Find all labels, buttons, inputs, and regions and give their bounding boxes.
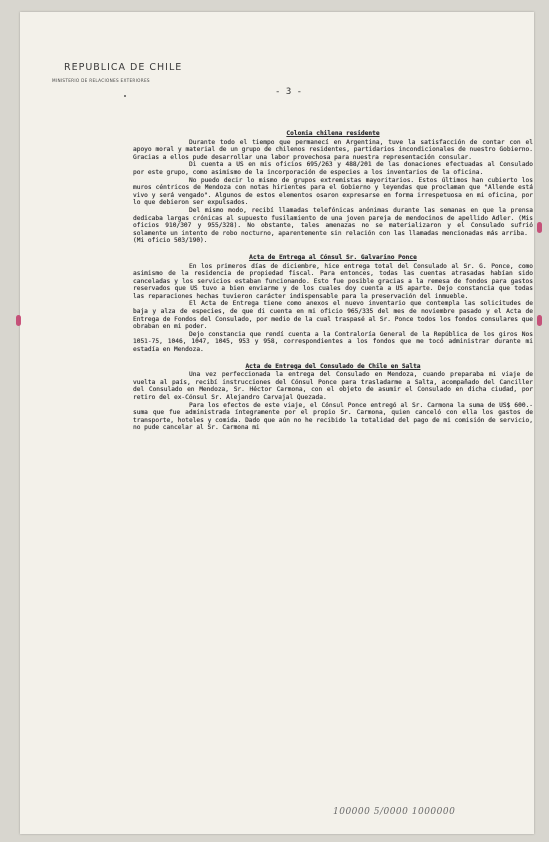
section-heading: Colonia chilena residente <box>286 130 380 137</box>
paragraph: Durante todo el tiempo que permanecí en Argentina, tuve la satisfacción de contar con el apoyo moral y material de un grupo de chilenos residentes, partidarios incondicionales de nuestro Gobierno. Gracias a ellos pude desarrollar una labor provechosa para nuestra representación consular. <box>133 138 533 161</box>
paragraph: En los primeros días de diciembre, hice entrega total del Consulado al Sr. G. Ponce, como asimismo de la residencia de propiedad fiscal. Para entonces, todas las cuentas atrasadas habían sido canceladas y los servicios estaban funcionando. Esto fue posible gracias a la remesa de fondos para gastos reservados que US tuvo a bien enviarme y de los cuales doy cuenta a US aparte. Dejo constancia que todas las reparaciones hechas tuvieron carácter indispensable para la preservación del inmueble. <box>133 262 533 300</box>
section-acta-ponce <box>133 254 533 354</box>
punch-hole-mark <box>537 315 542 326</box>
paragraph: Dejo constancia que rendí cuenta a la Contraloría General de la República de los giros Nos 1051-75, 1046, 1047, 1045, 953 y 958, correspondientes a los fondos que me tocó administrar durante mi estadía en Mendoza. <box>133 330 533 354</box>
paragraph: El Acta de Entrega tiene como anexos el nuevo inventario que contempla las solicitudes de baja y alza de especies, de que di cuenta en mi oficio 965/335 del mes de noviembre pasado y el Acta de Entrega de Fondos del Consulado, por medio de la cual traspasé al Sr. Ponce todos los fondos consulares que obraban en mi poder. <box>133 300 533 331</box>
letterhead-subtitle: MINISTERIO DE RELACIONES EXTERIORES <box>52 78 150 83</box>
archive-stamp: 100000 5/0000 1000000 <box>333 807 456 817</box>
section-heading: Acta de Entrega del Consulado de Chile en Salta <box>245 362 421 370</box>
section-colonia <box>133 130 533 245</box>
section-heading: Acta de Entrega al Cónsul Sr. Galvarino Ponce <box>249 253 417 261</box>
paragraph: Di cuenta a US en mis oficios 695/263 y 488/201 de las donaciones efectuadas al Consulado por este grupo, como asimismo de la incorporación de especies a los inventarios de la oficina. <box>133 161 533 176</box>
punch-hole-mark <box>16 315 21 326</box>
document-body <box>133 130 533 432</box>
reference-line: (Mi oficio 503/190). <box>133 237 208 245</box>
paragraph: Del mismo modo, recibí llamadas telefónicas anónimas durante las semanas en que la prensa dedicaba largas crónicas al supuesto fusilamiento de una joven pareja de mendocinos de apellido Adler. (Mis oficios 910/307 y 955/328). No obstante, tales amenazas no se materializaron y el Consulado sufrió solamente un intento de robo nocturno, aparentemente sin relación con las llamadas mencionadas más arriba. <box>133 206 533 237</box>
section-acta-salta <box>133 363 533 432</box>
ink-dot <box>124 95 126 97</box>
punch-hole-mark <box>537 222 542 233</box>
paragraph: Una vez perfeccionada la entrega del Consulado en Mendoza, cuando preparaba mi viaje de vuelta al país, recibí instrucciones del Cónsul Ponce para trasladarme a Salta, acompañado del Canciller del Consulado en Mendoza, Sr. Héctor Carmona, con el objeto de asumir el Consulado en dicha ciudad, por retiro del ex-Cónsul Sr. Alejandro Carvajal Quezada. <box>133 371 533 401</box>
paragraph: No puedo decir lo mismo de grupos extremistas mayoritarios. Estos últimos han cubierto los muros céntricos de Mendoza con notas hirientes para el Gobierno y leyendas que proclaman que "Allende está vivo y será vengado". Algunos de estos elementos osaron expresarse en forma irrespetuosa en mi oficina, por lo que debieron ser expulsados. <box>133 176 533 207</box>
page-number: - 3 - <box>275 87 303 97</box>
paragraph: Para los efectos de este viaje, el Cónsul Ponce entregó al Sr. Carmona la suma de US$ 600.- suma que fue administrada íntegramente por el propio Sr. Carmona, quien canceló con ella los gastos de transporte, hoteles y comida. Dado que aún no he recibido la totalidad del pago de mi comisión de servicio, no pude cancelar al Sr. Carmona mi <box>133 401 533 432</box>
letterhead-title: REPUBLICA DE CHILE <box>64 62 183 73</box>
document-page <box>20 12 534 834</box>
